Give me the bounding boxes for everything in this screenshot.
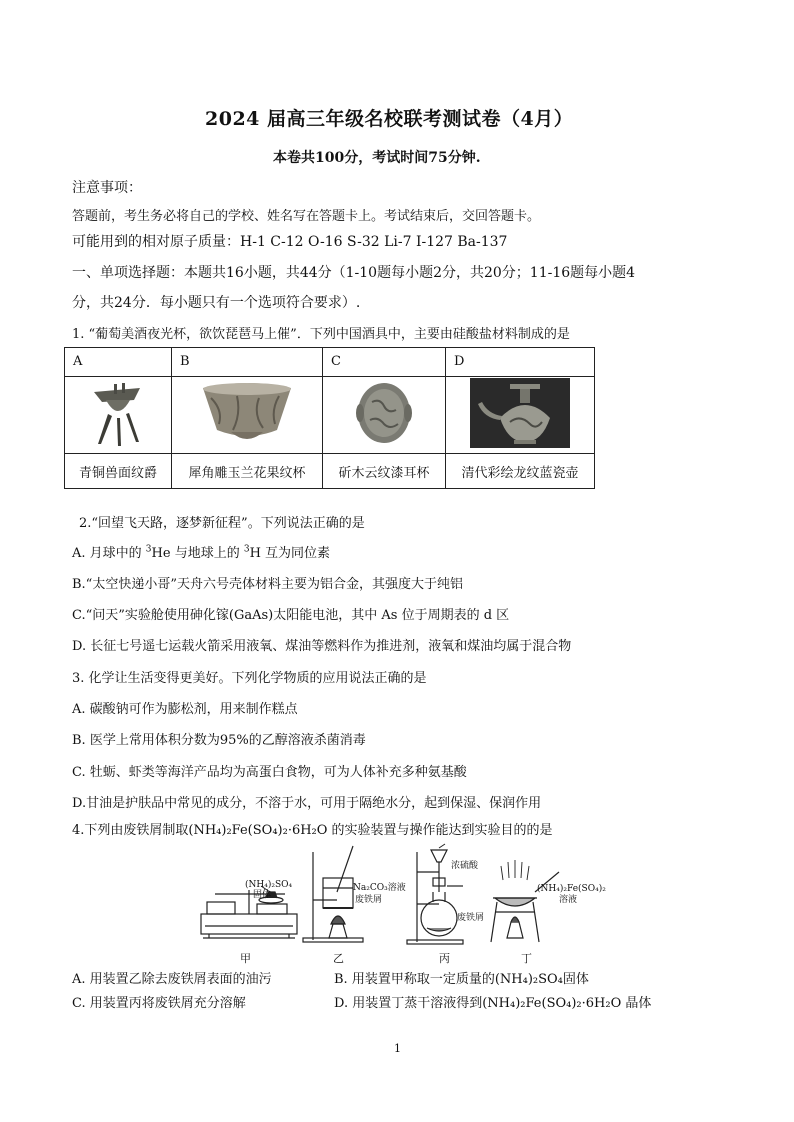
q3-stem: 3. 化学让生活变得更美好。下列化学物质的应用说法正确的是 [72, 671, 427, 686]
q2-option-d: D. 长征七号遥七运载火箭采用液氧、煤油等燃料作为推进剂，液氧和煤油均属于混合物 [72, 639, 572, 654]
bing-acid-label: 浓硫酸 [451, 861, 479, 871]
section-heading: 一、单项选择题：本题共16小题，共44分（1-10题每小题2分，共20分；11-16题每小题4 [72, 265, 636, 281]
apparatus-label-jia: 甲 [240, 952, 251, 965]
porcelain-pot-icon [470, 378, 570, 448]
q2-a-text: A. 月球中的 [72, 546, 146, 561]
q3-option-a: A. 碳酸钠可作为膨松剂，用来制作糕点 [72, 702, 298, 717]
mass-number: 3 [243, 544, 250, 555]
q1-option-image-a [65, 377, 172, 454]
q2-option-b: B.“太空快递小哥”天舟六号壳体材料主要为铝合金，其强度大于纯铝 [72, 577, 463, 592]
lacquer-cup-icon [354, 380, 414, 446]
ding-reagent: (NH₄)₂Fe(SO₄)₂ [537, 884, 606, 894]
atomic-masses: 可能用到的相对原子质量：H-1 C-12 O-16 S-32 Li-7 I-127 Ba-137 [72, 234, 508, 250]
q1-option-letter: C [323, 348, 446, 377]
jia-reagent: (NH₄)₂SO₄ [245, 880, 293, 890]
page-title: 2024 届高三年级名校联考测试卷（4月） [205, 108, 574, 130]
yi-scrap-label: 废铁屑 [355, 895, 383, 905]
apparatus-label-ding: 丁 [521, 952, 532, 965]
notes-heading: 注意事项： [72, 180, 142, 196]
q3-option-d: D.甘油是护肤品中常见的成分，不溶于水，可用于隔绝水分，起到保湿、保润作用 [72, 796, 542, 811]
apparatus-label-bing: 丙 [439, 952, 450, 965]
q1-option-letter: D [446, 348, 595, 377]
q3-option-c: C. 牡蛎、虾类等海洋产品均为高蛋白食物，可为人体补充多种氨基酸 [72, 765, 467, 780]
q4-apparatus-figure [195, 842, 606, 965]
q1-option-caption: 清代彩绘龙纹蓝瓷壶 [446, 454, 595, 489]
q1-option-caption: 青铜兽面纹爵 [65, 454, 172, 489]
q4-option-b: B. 用装置甲称取一定质量的(NH₄)₂SO₄固体 [334, 972, 589, 987]
q2-a-text: H 互为同位素 [249, 546, 331, 561]
bing-scrap-label: 废铁屑 [457, 913, 485, 923]
q1-stem: 1. “葡萄美酒夜光杯，欲饮琵琶马上催”．下列中国酒具中，主要由硅酸盐材料制成的是 [72, 327, 570, 342]
yi-solution-label: Na₂CO₃溶液 [353, 883, 406, 893]
q3-option-b: B. 医学上常用体积分数为95%的乙醇溶液杀菌消毒 [72, 733, 366, 748]
q1-option-letter: B [172, 348, 323, 377]
section-heading-cont: 分，共24分．每小题只有一个选项符合要求）. [72, 295, 361, 311]
apparatus-label-yi: 乙 [333, 952, 344, 965]
mass-number: 3 [145, 544, 152, 555]
q1-option-image-c [323, 377, 446, 454]
q1-option-image-b [172, 377, 323, 454]
ding-reagent-label [537, 884, 606, 906]
q1-option-caption: 犀角雕玉兰花果纹杯 [172, 454, 323, 489]
q2-a-text: He 与地球上的 [151, 546, 244, 561]
q1-options-table [64, 347, 595, 489]
notes-line: 答题前，考生务必将自己的学校、姓名写在答题卡上。考试结束后，交回答题卡。 [72, 209, 541, 224]
q1-option-caption: 斫木云纹漆耳杯 [323, 454, 446, 489]
q2-stem: 2.“回望飞天路，逐梦新征程”。下列说法正确的是 [79, 516, 365, 531]
lab-apparatus-diagram [195, 842, 595, 964]
bronze-jue-icon [88, 378, 148, 448]
ding-solution: 溶液 [559, 895, 578, 905]
q2-option-c: C.“问天”实验舱使用砷化镓(GaAs)太阳能电池，其中 As 位于周期表的 d 区 [72, 608, 510, 623]
q4-option-c: C. 用装置丙将废铁屑充分溶解 [72, 996, 246, 1011]
q1-option-letter: A [65, 348, 172, 377]
q4-stem: 4.下列由废铁屑制取(NH₄)₂Fe(SO₄)₂·6H₂O 的实验装置与操作能达到实验目的的是 [72, 823, 553, 838]
q4-option-a: A. 用装置乙除去废铁屑表面的油污 [72, 972, 272, 987]
q1-option-image-d [446, 377, 595, 454]
rhino-horn-cup-icon [197, 380, 297, 446]
q4-option-d: D. 用装置丁蒸干溶液得到(NH₄)₂Fe(SO₄)₂·6H₂O 晶体 [334, 996, 652, 1011]
page-number: 1 [394, 1042, 401, 1055]
exam-info: 本卷共100分，考试时间75分钟. [273, 150, 481, 166]
jia-solid: 固体 [253, 890, 272, 900]
beaker-apparatus [303, 846, 363, 942]
jia-reagent-label [245, 880, 292, 900]
q2-option-a [72, 542, 330, 561]
